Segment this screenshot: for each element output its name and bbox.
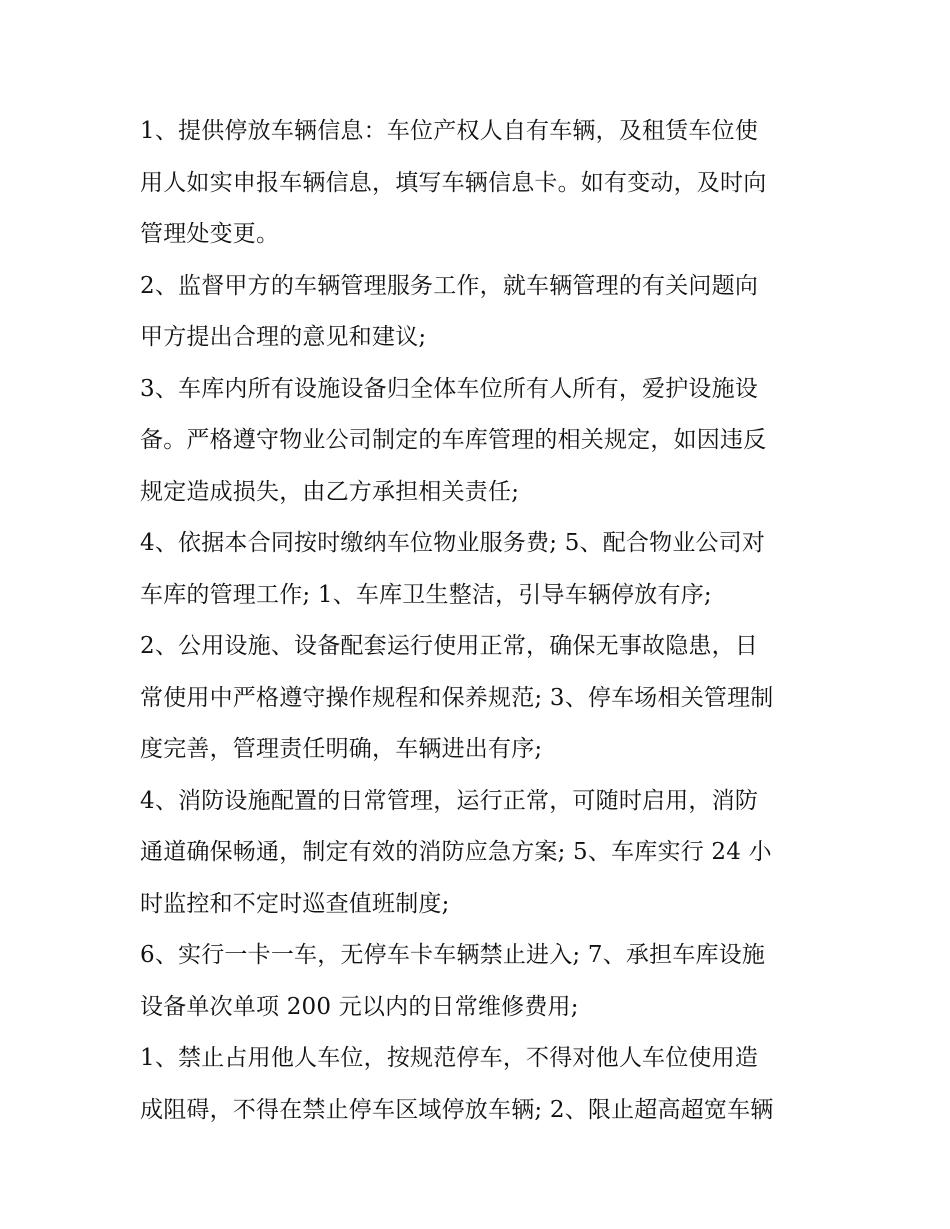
text-line: 成阻碍，不得在禁止停车区域停放车辆; 2、限止超高超宽车辆 (140, 1096, 774, 1123)
text-line: 通道确保畅通，制定有效的消防应急方案; 5、车库实行 24 小 (140, 839, 772, 865)
text-line: 备。严格遵守物业公司制定的车库管理的相关规定，如因违反 (140, 427, 767, 453)
paragraph-4 (140, 518, 830, 621)
paragraph-3 (140, 364, 830, 519)
paragraph-2 (140, 261, 830, 364)
text-line: 时监控和不定时巡查值班制度; (140, 890, 450, 917)
document-body (140, 106, 830, 1136)
text-line: 度完善，管理责任明确，车辆进出有序; (140, 736, 543, 762)
text-line: 甲方提出合理的意见和建议; (140, 324, 427, 350)
paragraph-1 (140, 106, 830, 261)
paragraph-8 (140, 1033, 830, 1136)
text-line: 设备单次单项 200 元以内的日常维修费用; (140, 993, 579, 1020)
text-line: 1、提供停放车辆信息：车位产权人自有车辆，及租赁车位使 (140, 118, 759, 144)
text-line: 2、公用设施、设备配套运行使用正常，确保无事故隐患，日 (140, 633, 759, 659)
text-line: 规定造成损失，由乙方承担相关责任; (140, 478, 520, 505)
text-line: 常使用中严格遵守操作规程和保养规范; 3、停车场相关管理制 (140, 684, 774, 711)
text-line: 6、实行一卡一车，无停车卡车辆禁止进入; 7、承担车库设施 (140, 942, 766, 968)
text-line: 用人如实申报车辆信息，填写车辆信息卡。如有变动，及时向 (140, 169, 767, 196)
text-line: 2、监督甲方的车辆管理服务工作，就车辆管理的有关问题向 (140, 272, 759, 299)
text-line: 管理处变更。 (140, 221, 280, 247)
paragraph-5 (140, 621, 830, 776)
paragraph-6 (140, 776, 830, 931)
text-line: 4、依据本合同按时缴纳车位物业服务费; 5、配合物业公司对 (140, 530, 766, 556)
text-line: 3、车库内所有设施设备归全体车位所有人所有，爱护设施设 (140, 375, 759, 402)
text-line: 4、消防设施配置的日常管理，运行正常，可随时启用，消防 (140, 787, 759, 814)
text-line: 车库的管理工作; 1、车库卫生整洁，引导车辆停放有序; (140, 581, 712, 608)
text-line: 1、禁止占用他人车位，按规范停车，不得对他人车位使用造 (140, 1045, 759, 1071)
paragraph-7 (140, 930, 830, 1033)
